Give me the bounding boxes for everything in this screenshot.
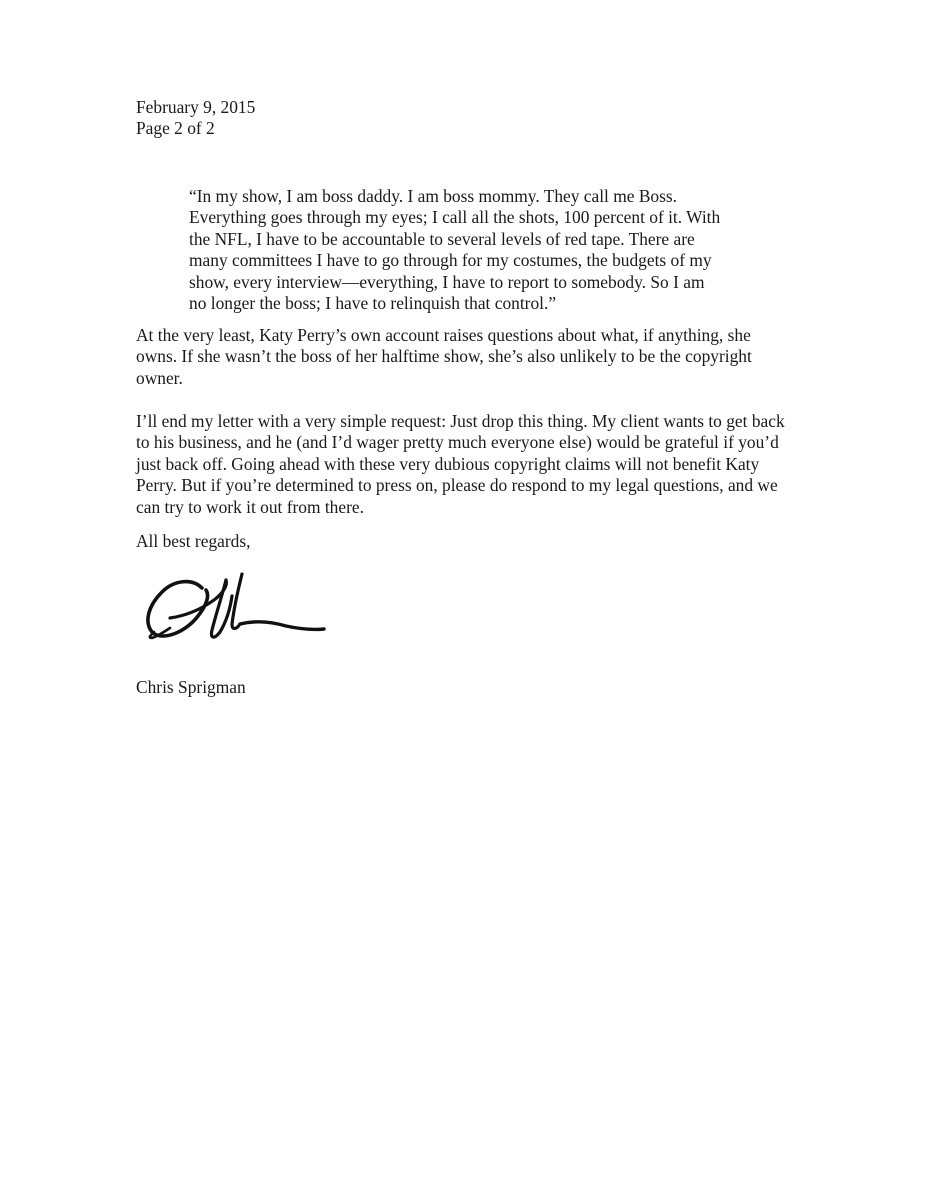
quote-line: “In my show, I am boss daddy. I am boss mommy. They call me Boss. [189,186,678,206]
body-paragraph-1 [136,325,796,389]
quote-line: no longer the boss; I have to relinquish that control.” [189,293,557,314]
closing-salutation: All best regards, [136,531,251,551]
paragraph-line: owns. If she wasn’t the boss of her halftime show, she’s also unlikely to be the copyright [136,346,752,367]
quote-line: Everything goes through my eyes; I call all the shots, 100 percent of it. With [189,207,721,228]
paragraph-line: just back off. Going ahead with these very dubious copyright claims will not benefit Katy [136,453,760,474]
letter-date: February 9, 2015 [136,97,256,117]
paragraph-line: At the very least, Katy Perry’s own account raises questions about what, if anything, she [136,325,751,345]
page-number: Page 2 of 2 [136,118,215,139]
paragraph-line: to his business, and he (and I’d wager pretty much everyone else) would be grateful if you’d [136,432,779,453]
signer-name: Chris Sprigman [136,677,246,697]
letter-header [136,97,796,140]
body-paragraph-2 [136,411,796,518]
quote-line: show, every interview—everything, I have to report to somebody. So I am [189,271,705,292]
quote-line: many committees I have to go through for my costumes, the budgets of my [189,250,712,271]
block-quote [189,186,749,314]
paragraph-line: owner. [136,367,183,388]
handwritten-signature [140,566,330,646]
quote-line: the NFL, I have to be accountable to several levels of red tape. There are [189,228,695,249]
paragraph-line: I’ll end my letter with a very simple request: Just drop this thing. My client wants to get back [136,411,785,431]
paragraph-line: Perry. But if you’re determined to press on, please do respond to my legal questions, and we [136,475,778,496]
paragraph-line: can try to work it out from there. [136,496,364,517]
